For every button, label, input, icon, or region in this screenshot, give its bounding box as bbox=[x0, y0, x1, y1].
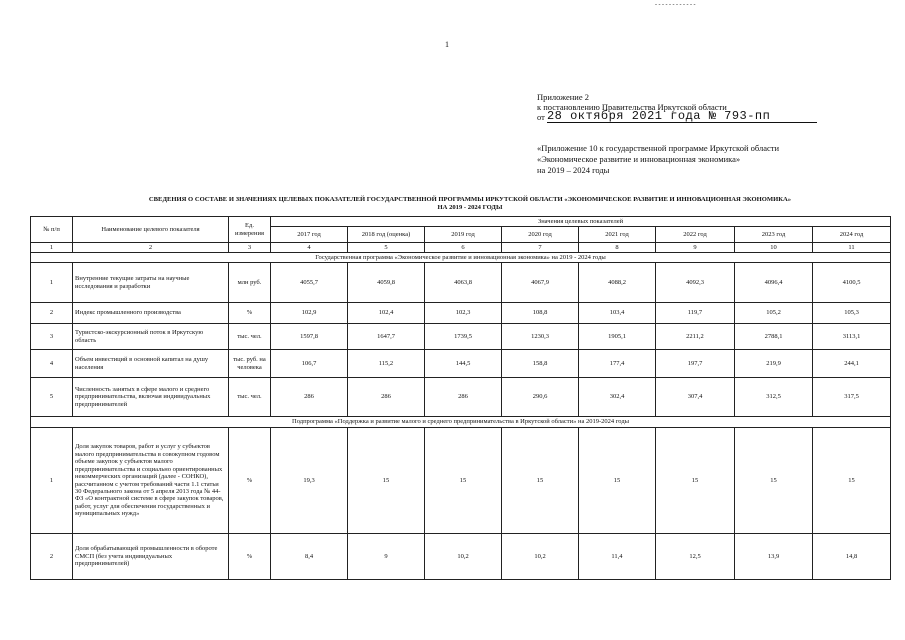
table-row bbox=[31, 303, 891, 324]
row-value: 119,7 bbox=[656, 303, 735, 324]
row-value: 4100,5 bbox=[813, 263, 891, 303]
row-value: 15 bbox=[348, 428, 425, 534]
row-value: 15 bbox=[502, 428, 579, 534]
row-num: 4 bbox=[31, 350, 73, 378]
row-unit: тыс. руб. на человека bbox=[229, 350, 271, 378]
appendix-reference bbox=[537, 143, 779, 176]
col-number: 1 bbox=[31, 243, 73, 253]
row-num: 3 bbox=[31, 324, 73, 350]
row-value: 4067,9 bbox=[502, 263, 579, 303]
row-num: 2 bbox=[31, 303, 73, 324]
document-title bbox=[40, 196, 900, 212]
table-row bbox=[31, 350, 891, 378]
row-value: 10,2 bbox=[425, 534, 502, 580]
appendix-block bbox=[537, 93, 817, 123]
section-row bbox=[31, 417, 891, 428]
col-number: 4 bbox=[271, 243, 348, 253]
row-value: 3113,1 bbox=[813, 324, 891, 350]
row-name: Объем инвестиций в основной капитал на душу населения bbox=[73, 350, 229, 378]
col-number: 9 bbox=[656, 243, 735, 253]
col-number: 7 bbox=[502, 243, 579, 253]
appendix-line1: Приложение 2 bbox=[537, 92, 589, 102]
row-value: 8,4 bbox=[271, 534, 348, 580]
row-value: 158,8 bbox=[502, 350, 579, 378]
col-number: 5 bbox=[348, 243, 425, 253]
row-value: 4055,7 bbox=[271, 263, 348, 303]
row-value: 15 bbox=[579, 428, 656, 534]
header-year: 2022 год bbox=[656, 227, 735, 243]
row-value: 13,9 bbox=[735, 534, 813, 580]
row-value: 144,5 bbox=[425, 350, 502, 378]
row-value: 12,5 bbox=[656, 534, 735, 580]
table-row bbox=[31, 428, 891, 534]
row-value: 302,4 bbox=[579, 378, 656, 417]
row-value: 4096,4 bbox=[735, 263, 813, 303]
header-year: 2018 год (оценка) bbox=[348, 227, 425, 243]
row-num: 2 bbox=[31, 534, 73, 580]
row-num: 5 bbox=[31, 378, 73, 417]
row-value: 290,6 bbox=[502, 378, 579, 417]
header-unit: Ед. измерения bbox=[229, 217, 271, 243]
header-year: 2023 год bbox=[735, 227, 813, 243]
appendix-date-line bbox=[537, 109, 817, 123]
row-unit: % bbox=[229, 303, 271, 324]
date-handwritten: 28 октября 2021 года № 793-пп bbox=[546, 109, 771, 123]
header-year: 2024 год bbox=[813, 227, 891, 243]
row-value: 286 bbox=[271, 378, 348, 417]
row-value: 312,5 bbox=[735, 378, 813, 417]
appendix-ref-line2: «Экономическое развитие и инновационная экономика» bbox=[537, 154, 741, 164]
row-num: 1 bbox=[31, 263, 73, 303]
row-value: 1647,7 bbox=[348, 324, 425, 350]
row-name: Доля обрабатывающей промышленности в обороте СМСП (без учета индивидуальных предпринимателей) bbox=[73, 534, 229, 580]
header-values-group: Значения целевых показателей bbox=[271, 217, 891, 227]
row-value: 102,3 bbox=[425, 303, 502, 324]
row-value: 177,4 bbox=[579, 350, 656, 378]
row-unit: млн руб. bbox=[229, 263, 271, 303]
row-value: 4063,8 bbox=[425, 263, 502, 303]
table-row bbox=[31, 378, 891, 417]
row-value: 4088,2 bbox=[579, 263, 656, 303]
row-unit: тыс. чел. bbox=[229, 378, 271, 417]
section-row bbox=[31, 253, 891, 263]
row-value: 317,5 bbox=[813, 378, 891, 417]
row-value: 19,3 bbox=[271, 428, 348, 534]
appendix-ref-line1: «Приложение 10 к государственной программе Иркутской области bbox=[537, 143, 780, 153]
appendix-ref-line3: на 2019 – 2024 годы bbox=[537, 165, 610, 175]
table-row bbox=[31, 534, 891, 580]
row-value: 1739,5 bbox=[425, 324, 502, 350]
row-value: 108,8 bbox=[502, 303, 579, 324]
page-number: 1 bbox=[445, 40, 449, 49]
row-value: 106,7 bbox=[271, 350, 348, 378]
date-prefix: от bbox=[537, 112, 545, 122]
row-value: 15 bbox=[813, 428, 891, 534]
header-year: 2017 год bbox=[271, 227, 348, 243]
header-year: 2021 год bbox=[579, 227, 656, 243]
row-value: 286 bbox=[425, 378, 502, 417]
indicators-table bbox=[30, 216, 891, 580]
row-value: 14,8 bbox=[813, 534, 891, 580]
row-unit: % bbox=[229, 428, 271, 534]
col-number: 2 bbox=[73, 243, 229, 253]
header-name: Наименование целевого показателя bbox=[73, 217, 229, 243]
table-row bbox=[31, 324, 891, 350]
row-value: 15 bbox=[425, 428, 502, 534]
row-value: 2211,2 bbox=[656, 324, 735, 350]
header-num: № п/п bbox=[31, 217, 73, 243]
row-name: Туристско-экскурсионный поток в Иркутскую область bbox=[73, 324, 229, 350]
row-value: 15 bbox=[735, 428, 813, 534]
row-value: 2788,1 bbox=[735, 324, 813, 350]
date-underline bbox=[546, 109, 817, 123]
row-value: 4092,3 bbox=[656, 263, 735, 303]
table-row bbox=[31, 263, 891, 303]
row-value: 286 bbox=[348, 378, 425, 417]
row-value: 15 bbox=[656, 428, 735, 534]
row-value: 102,9 bbox=[271, 303, 348, 324]
header-year: 2019 год bbox=[425, 227, 502, 243]
section-title: Подпрограмма «Поддержка и развитие малого и среднего предпринимательства в Иркутской области» на 2019-2024 годы bbox=[31, 417, 891, 428]
row-value: 219,9 bbox=[735, 350, 813, 378]
row-name: Внутренние текущие затраты на научные исследования и разработки bbox=[73, 263, 229, 303]
row-num: 1 bbox=[31, 428, 73, 534]
appendix-line2: к постановлению Правительства Иркутской области bbox=[537, 101, 727, 112]
header-row-1 bbox=[31, 217, 891, 227]
row-value: 103,4 bbox=[579, 303, 656, 324]
col-number: 6 bbox=[425, 243, 502, 253]
row-value: 105,2 bbox=[735, 303, 813, 324]
row-value: 4059,8 bbox=[348, 263, 425, 303]
col-number: 10 bbox=[735, 243, 813, 253]
section-title: Государственная программа «Экономическое развитие и инновационная экономика» на 2019 - 2024 годы bbox=[31, 253, 891, 263]
row-value: 105,3 bbox=[813, 303, 891, 324]
row-name: Доля закупок товаров, работ и услуг у субъектов малого предпринимательства в совокупном годовом объеме закупок у субъектов малого предпринимательства и социально ориентированных некоммерческих организаций (далее - СОНКО), рассчитанном с учетом требований части 1.1 статьи 30 Федерального закона от 5 апреля 2013 года № 44-ФЗ «О контрактной системе в сфере закупок товаров, работ, услуг для обеспечения государственных и муниципальных нужд» bbox=[73, 428, 229, 534]
title-line1: СВЕДЕНИЯ О СОСТАВЕ И ЗНАЧЕНИЯХ ЦЕЛЕВЫХ ПОКАЗАТЕЛЕЙ ГОСУДАРСТВЕННОЙ ПРОГРАММЫ ИРКУТСКОЙ ОБЛАСТИ «ЭКОНОМИЧЕСКОЕ РАЗВИТИЕ И ИННОВАЦИОННАЯ ЭКОНОМИКА» bbox=[148, 196, 792, 203]
row-name: Численность занятых в сфере малого и среднего предпринимательства, включая индивидуальных предпринимателей bbox=[73, 378, 229, 417]
row-value: 1597,8 bbox=[271, 324, 348, 350]
row-value: 197,7 bbox=[656, 350, 735, 378]
row-unit: % bbox=[229, 534, 271, 580]
title-line2: НА 2019 - 2024 ГОДЫ bbox=[437, 204, 503, 211]
row-unit: тыс. чел. bbox=[229, 324, 271, 350]
col-number: 11 bbox=[813, 243, 891, 253]
row-value: 244,1 bbox=[813, 350, 891, 378]
row-value: 9 bbox=[348, 534, 425, 580]
row-value: 115,2 bbox=[348, 350, 425, 378]
row-value: 11,4 bbox=[579, 534, 656, 580]
scan-corner-mark: - - - - - - - - - - - - bbox=[655, 2, 696, 8]
row-value: 10,2 bbox=[502, 534, 579, 580]
col-number: 8 bbox=[579, 243, 656, 253]
row-name: Индекс промышленного производства bbox=[73, 303, 229, 324]
row-value: 1905,1 bbox=[579, 324, 656, 350]
row-value: 102,4 bbox=[348, 303, 425, 324]
row-value: 1230,3 bbox=[502, 324, 579, 350]
col-number: 3 bbox=[229, 243, 271, 253]
header-year: 2020 год bbox=[502, 227, 579, 243]
column-number-row bbox=[31, 243, 891, 253]
row-value: 307,4 bbox=[656, 378, 735, 417]
